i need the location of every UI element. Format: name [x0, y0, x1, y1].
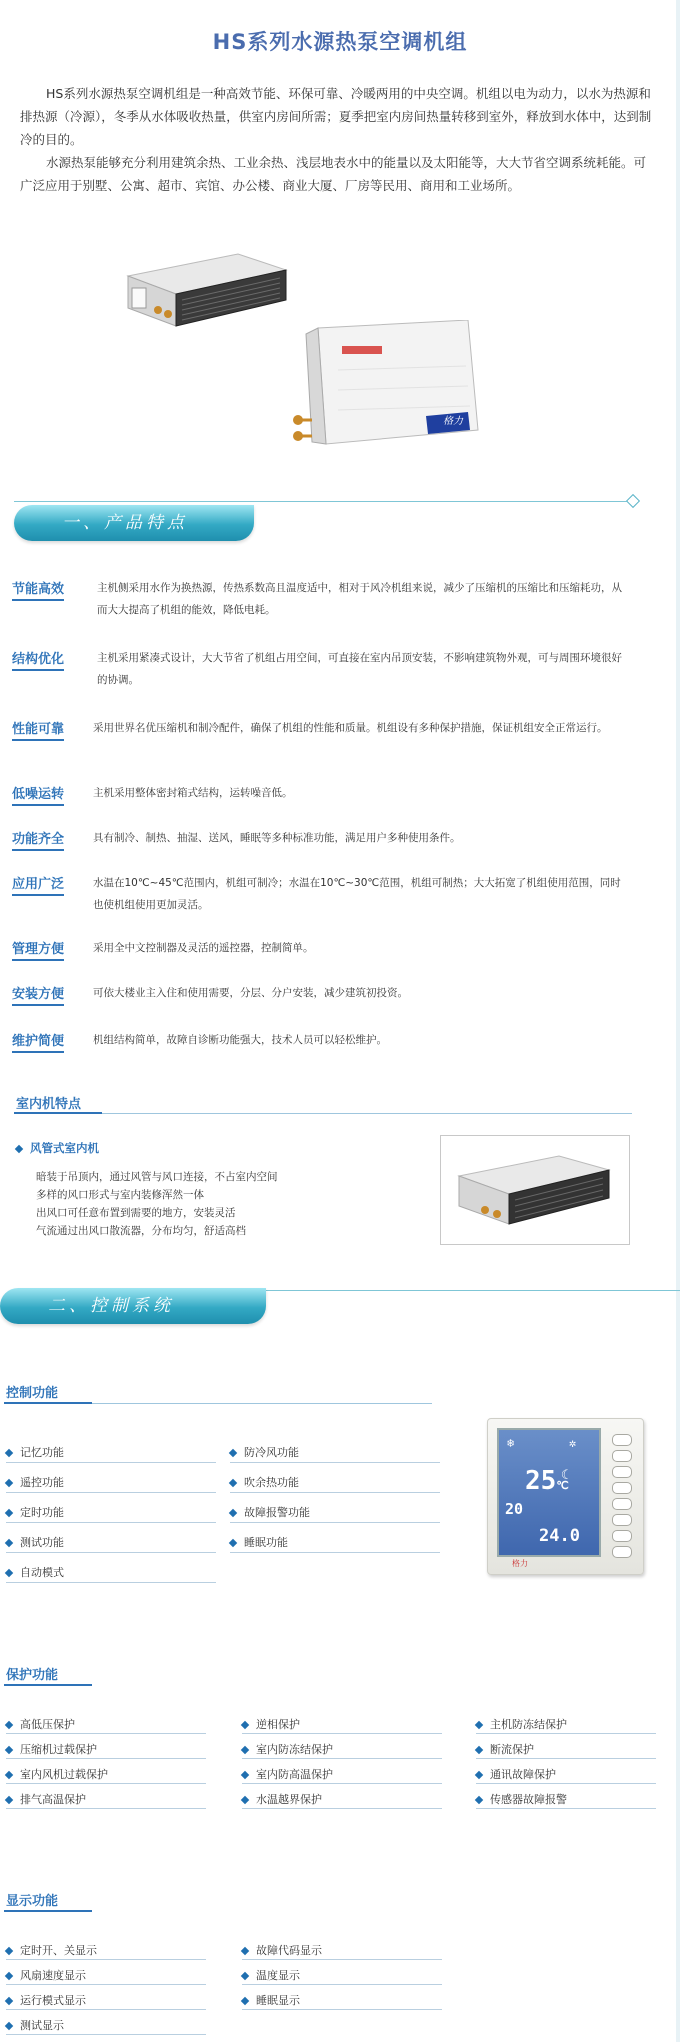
diamond-bullet-icon [229, 1479, 237, 1487]
controller-temp [525, 1466, 569, 1496]
control-item-label: 定时功能 [20, 1506, 64, 1519]
control-item [6, 1444, 64, 1460]
control-item [6, 1504, 64, 1520]
feature-text: 主机采用紧凑式设计，大大节省了机组占用空间，可直接在室内吊顶安装，不影响建筑物外观，可与周围环境很好的协调。 [97, 652, 622, 686]
protection-heading: 保护功能 [6, 1668, 59, 1683]
protection-item-label: 逆相保护 [256, 1718, 300, 1731]
protection-item-label: 通讯故障保护 [490, 1768, 556, 1781]
duct-unit-image [441, 1136, 629, 1244]
indoor-unit-photo [440, 1135, 630, 1245]
control-item [230, 1444, 299, 1460]
diamond-bullet-icon [241, 1997, 249, 2005]
item-rule [6, 1733, 206, 1734]
protection-item [6, 1766, 108, 1782]
item-rule [6, 1758, 206, 1759]
feature-text: 具有制冷、制热、抽湿、送风，睡眠等多种标准功能，满足用户多种使用条件。 [93, 832, 461, 844]
item-rule [6, 1959, 206, 1960]
list-item: 气流通过出风口散流器，分布均匀，舒适高档 [36, 1225, 246, 1237]
control-item-label: 记忆功能 [20, 1446, 64, 1459]
protection-item-label: 主机防冻结保护 [490, 1718, 567, 1731]
display-heading: 显示功能 [6, 1894, 59, 1909]
control-item [6, 1474, 64, 1490]
item-rule [476, 1808, 656, 1809]
protection-item [242, 1766, 333, 1782]
protection-heading-underline [4, 1684, 92, 1686]
protection-item-label: 室内防冻结保护 [256, 1743, 333, 1756]
item-rule [6, 2034, 206, 2035]
controller-button [612, 1482, 632, 1494]
list-item: 暗装于吊顶内，通过风管与风口连接，不占室内空间 [36, 1171, 278, 1183]
protection-item-label: 高低压保护 [20, 1718, 75, 1731]
item-rule [242, 1808, 442, 1809]
diamond-bullet-icon [5, 1947, 13, 1955]
protection-item [6, 1716, 75, 1732]
feature-text: 可依大楼业主入住和使用需要，分层、分户安装，减少建筑初投资。 [93, 987, 408, 999]
product-badge: 格力 [443, 416, 463, 427]
item-rule [242, 1783, 442, 1784]
diamond-bullet-icon [475, 1746, 483, 1754]
display-item-label: 故障代码显示 [256, 1944, 322, 1957]
item-rule [242, 1984, 442, 1985]
item-rule [6, 1522, 216, 1523]
diamond-bullet-icon [5, 2022, 13, 2030]
feature-text: 采用全中文控制器及灵活的遥控器，控制简单。 [93, 942, 314, 954]
diamond-bullet-icon [5, 1539, 13, 1547]
diamond-bullet-icon [5, 1771, 13, 1779]
feature-text: 采用世界名优压缩机和制冷配件，确保了机组的性能和质量。机组设有多种保护措施，保证机组安全正常运行。 [93, 722, 608, 734]
feature-label: 安装方便 [12, 983, 64, 1006]
controller-button [612, 1514, 632, 1526]
item-rule [230, 1492, 440, 1493]
protection-item [6, 1791, 86, 1807]
item-rule [230, 1552, 440, 1553]
control-item-label: 故障报警功能 [244, 1506, 310, 1519]
diamond-bullet-icon [475, 1796, 483, 1804]
protection-item-label: 压缩机过载保护 [20, 1743, 97, 1756]
diamond-bullet-icon [5, 1972, 13, 1980]
item-rule [6, 1492, 216, 1493]
display-item-label: 测试显示 [20, 2019, 64, 2032]
fan-icon: ✲ [569, 1436, 577, 1450]
display-item [6, 2017, 64, 2033]
controller-brand: 格力 [512, 1559, 528, 1568]
feature-text: 主机采用整体密封箱式结构，运转噪音低。 [93, 787, 293, 799]
item-rule [242, 1758, 442, 1759]
moon-icon: ☾ [561, 1468, 569, 1483]
diamond-bullet-icon [475, 1771, 483, 1779]
intro-paragraph: HS系列水源热泵空调机组是一种高效节能、环保可靠、冷暖两用的中央空调。机组以电为动力，以水为热源和排热源（冷源），冬季从水体吸收热量，供室内房间所需；夏季把室内房间热量转移到室外，释放到水体中，达到制冷的目的。 [20, 86, 652, 147]
diamond-bullet-icon [229, 1449, 237, 1457]
controller-clock: 24.0 [539, 1526, 580, 1546]
feature-label: 维护简便 [12, 1030, 64, 1053]
feature-text: 主机侧采用水作为换热源，传热系数高且温度适中，相对于风冷机组来说，减少了压缩机的压缩比和压缩耗功，从而大大提高了机组的能效，降低电耗。 [97, 582, 622, 616]
diamond-bullet-icon [5, 1746, 13, 1754]
control-item-label: 自动模式 [20, 1566, 64, 1579]
feature-label: 功能齐全 [12, 828, 64, 851]
controller-button [612, 1530, 632, 1542]
item-rule [6, 2009, 206, 2010]
protection-item-label: 排气高温保护 [20, 1793, 86, 1806]
feature-label: 低噪运转 [12, 783, 64, 806]
diamond-bullet-icon [5, 1569, 13, 1577]
protection-item [242, 1716, 300, 1732]
control-item [230, 1474, 299, 1490]
protection-item [6, 1741, 97, 1757]
feature-label: 应用广泛 [12, 873, 64, 896]
display-item-label: 定时开、关显示 [20, 1944, 97, 1957]
display-item-label: 温度显示 [256, 1969, 300, 1982]
feature-label: 管理方便 [12, 938, 64, 961]
control-item-label: 睡眠功能 [244, 1536, 288, 1549]
indoor-subheading-text: 风管式室内机 [30, 1141, 99, 1155]
indoor-heading-rule [102, 1113, 632, 1114]
item-rule [476, 1758, 656, 1759]
item-rule [476, 1733, 656, 1734]
cabinet-unit-image [278, 320, 490, 450]
banner-rule [14, 501, 638, 502]
item-rule [242, 1959, 442, 1960]
display-item [6, 1992, 86, 2008]
list-item: 多样的风口形式与室内装修浑然一体 [36, 1189, 204, 1201]
control-item [6, 1564, 64, 1580]
diamond-bullet-icon [241, 1796, 249, 1804]
diamond-bullet-icon [5, 1721, 13, 1729]
display-item [242, 1992, 300, 2008]
protection-item [476, 1741, 534, 1757]
item-rule [6, 1783, 206, 1784]
control-heading: 控制功能 [6, 1386, 59, 1401]
item-rule [6, 1462, 216, 1463]
page-edge [676, 0, 680, 2042]
diamond-bullet-icon [241, 1947, 249, 1955]
protection-item-label: 传感器故障报警 [490, 1793, 567, 1806]
controller-button [612, 1434, 632, 1446]
indoor-heading-underline [14, 1112, 102, 1114]
protection-item-label: 断流保护 [490, 1743, 534, 1756]
item-rule [6, 1552, 216, 1553]
diamond-icon [626, 494, 640, 508]
display-item [6, 1967, 86, 1983]
section2-banner: 二、控制系统 [0, 1288, 266, 1324]
display-item [242, 1967, 300, 1983]
feature-text: 机组结构简单，故障自诊断功能强大，技术人员可以轻松维护。 [93, 1034, 387, 1046]
diamond-bullet-icon [5, 1796, 13, 1804]
control-heading-underline [4, 1402, 92, 1404]
control-item-label: 防冷风功能 [244, 1446, 299, 1459]
diamond-bullet-icon [475, 1721, 483, 1729]
item-rule [6, 1984, 206, 1985]
diamond-bullet-icon [5, 1509, 13, 1517]
diamond-bullet-icon [5, 1997, 13, 2005]
indoor-subheading [16, 1140, 99, 1156]
diamond-bullet-icon [5, 1479, 13, 1487]
protection-item [476, 1716, 567, 1732]
display-item-label: 运行模式显示 [20, 1994, 86, 2007]
diamond-bullet-icon [241, 1721, 249, 1729]
controller-button [612, 1466, 632, 1478]
section1-banner: 一、产品特点 [14, 505, 254, 541]
display-item [242, 1942, 322, 1958]
protection-item [476, 1791, 567, 1807]
intro-paragraph: 水源热泵能够充分利用建筑余热、工业余热、浅层地表水中的能量以及太阳能等，大大节省空调系统耗能。可广泛应用于别墅、公寓、超市、宾馆、办公楼、商业大厦、厂房等民用、商用和工业场所。 [20, 155, 647, 193]
protection-item-label: 室内防高温保护 [256, 1768, 333, 1781]
protection-item-label: 水温越界保护 [256, 1793, 322, 1806]
controller-screen [497, 1428, 601, 1557]
control-item [230, 1504, 310, 1520]
display-item [6, 1942, 97, 1958]
item-rule [242, 1733, 442, 1734]
feature-label: 结构优化 [12, 648, 64, 671]
display-item-label: 睡眠显示 [256, 1994, 300, 2007]
list-item: 出风口可任意布置到需要的地方，安装灵活 [36, 1207, 236, 1219]
snowflake-icon: ❄ [507, 1436, 515, 1450]
diamond-bullet-icon [5, 1449, 13, 1457]
diamond-bullet-icon [229, 1539, 237, 1547]
protection-item [242, 1791, 322, 1807]
indoor-heading: 室内机特点 [16, 1097, 82, 1112]
controller-button [612, 1498, 632, 1510]
control-item-label: 测试功能 [20, 1536, 64, 1549]
controller-temp-unit: ℃ [556, 1479, 569, 1492]
diamond-bullet-icon [241, 1771, 249, 1779]
duct-unit-image [118, 248, 294, 338]
control-item [6, 1534, 64, 1550]
control-item [230, 1534, 288, 1550]
feature-label: 节能高效 [12, 578, 64, 601]
protection-item [242, 1741, 333, 1757]
controller-temp-value: 25 [525, 1466, 557, 1496]
item-rule [6, 1808, 206, 1809]
feature-text: 水温在10℃~45℃范围内，机组可制冷；水温在10℃~30℃范围，机组可制热；大大拓宽了机组使用范围，同时也使机组使用更加灵活。 [93, 877, 621, 911]
control-item-label: 吹余热功能 [244, 1476, 299, 1489]
display-heading-underline [4, 1910, 92, 1912]
indoor-feature-list [36, 1168, 336, 1240]
item-rule [476, 1783, 656, 1784]
diamond-bullet-icon [241, 1972, 249, 1980]
item-rule [230, 1462, 440, 1463]
item-rule [6, 1582, 216, 1583]
intro-text [20, 82, 655, 197]
controller-button [612, 1546, 632, 1558]
diamond-bullet-icon [241, 1746, 249, 1754]
controller-button [612, 1450, 632, 1462]
control-heading-rule [92, 1403, 432, 1404]
feature-label: 性能可靠 [12, 718, 64, 741]
item-rule [242, 2009, 442, 2010]
display-item-label: 风扇速度显示 [20, 1969, 86, 1982]
protection-item [476, 1766, 556, 1782]
page-title: HS系列水源热泵空调机组 [212, 30, 468, 54]
diamond-bullet-icon [15, 1144, 23, 1152]
protection-item-label: 室内风机过载保护 [20, 1768, 108, 1781]
control-item-label: 遥控功能 [20, 1476, 64, 1489]
item-rule [230, 1522, 440, 1523]
diamond-bullet-icon [229, 1509, 237, 1517]
controller-timer: 20 [505, 1500, 524, 1518]
